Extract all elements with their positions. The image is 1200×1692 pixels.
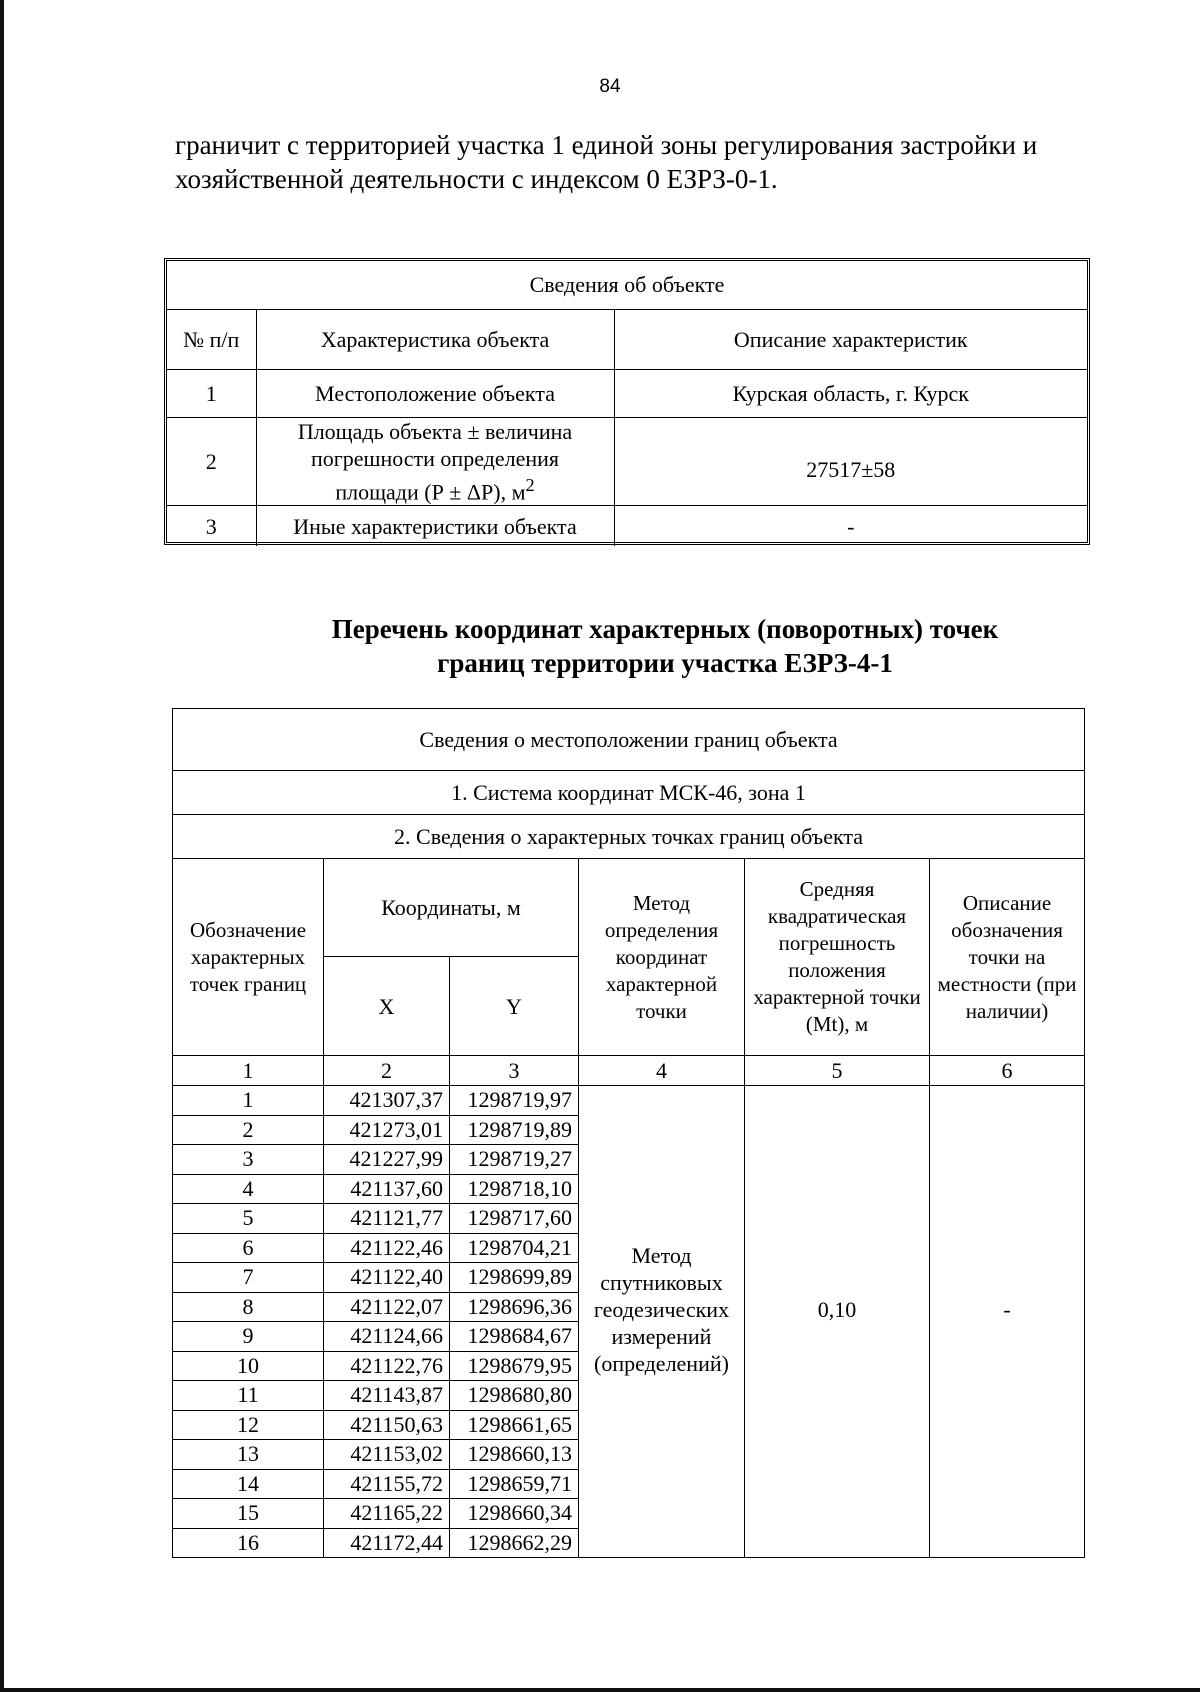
point-x: 421307,37 xyxy=(324,1086,450,1116)
row-characteristic: Иные характеристики объекта xyxy=(256,505,614,546)
description-cell: - xyxy=(930,1086,1085,1558)
object-header-number: № п/п xyxy=(167,309,256,369)
characteristic-line: Площадь объекта ± величина xyxy=(297,418,573,444)
point-id: 1 xyxy=(173,1086,324,1116)
point-x: 421165,22 xyxy=(324,1499,450,1529)
object-table-title: Сведения об объекте xyxy=(167,261,1087,309)
point-x: 421143,87 xyxy=(324,1381,450,1411)
point-x: 421121,77 xyxy=(324,1204,450,1234)
row-description: Курская область, г. Курск xyxy=(614,369,1087,417)
area-formula: площади (Р ± ΔР), м xyxy=(335,478,526,504)
table-row xyxy=(167,369,1087,417)
point-y: 1298679,95 xyxy=(450,1351,579,1381)
coordinate-system: 1. Система координат МСК-46, зона 1 xyxy=(173,771,1085,815)
point-x: 421273,01 xyxy=(324,1115,450,1145)
point-x: 421124,66 xyxy=(324,1322,450,1352)
column-number: 4 xyxy=(579,1056,745,1086)
point-id: 9 xyxy=(173,1322,324,1352)
point-id: 14 xyxy=(173,1469,324,1499)
column-numbers-row xyxy=(173,1056,1085,1086)
characteristic-line xyxy=(259,472,612,505)
column-number: 1 xyxy=(173,1056,324,1086)
scan-edge-left xyxy=(0,0,4,1692)
row-number: 1 xyxy=(167,369,256,417)
point-x: 421122,07 xyxy=(324,1292,450,1322)
row-characteristic xyxy=(256,417,614,505)
point-y: 1298662,29 xyxy=(450,1528,579,1558)
point-y: 1298719,89 xyxy=(450,1115,579,1145)
point-id: 12 xyxy=(173,1410,324,1440)
point-id: 2 xyxy=(173,1115,324,1145)
column-number: 6 xyxy=(930,1056,1085,1086)
point-y: 1298660,13 xyxy=(450,1440,579,1470)
point-y: 1298660,34 xyxy=(450,1499,579,1529)
point-y: 1298719,27 xyxy=(450,1145,579,1175)
section-title xyxy=(175,612,1155,680)
header-error: Средняя квадратическая погрешность положения характерной точки (Mt), м xyxy=(745,859,930,1056)
object-header-description: Описание характеристик xyxy=(614,309,1087,369)
header-y: Y xyxy=(450,957,579,1056)
object-info-table-frame xyxy=(164,258,1090,545)
point-y: 1298680,80 xyxy=(450,1381,579,1411)
point-y: 1298684,67 xyxy=(450,1322,579,1352)
point-y: 1298719,97 xyxy=(450,1086,579,1116)
point-x: 421155,72 xyxy=(324,1469,450,1499)
column-number: 5 xyxy=(745,1056,930,1086)
header-x: X xyxy=(324,957,450,1056)
section-title-line: Перечень координат характерных (поворотных) точек xyxy=(331,614,999,644)
point-y: 1298661,65 xyxy=(450,1410,579,1440)
point-x: 421122,40 xyxy=(324,1263,450,1293)
section-title-line: границ территории участка ЕЗРЗ-4-1 xyxy=(437,648,893,678)
object-info-table xyxy=(167,261,1087,546)
point-x: 421227,99 xyxy=(324,1145,450,1175)
point-id: 3 xyxy=(173,1145,324,1175)
header-coordinates: Координаты, м xyxy=(324,859,579,957)
point-id: 15 xyxy=(173,1499,324,1529)
point-y: 1298717,60 xyxy=(450,1204,579,1234)
point-id: 10 xyxy=(173,1351,324,1381)
row-characteristic: Местоположение объекта xyxy=(256,369,614,417)
point-y: 1298704,21 xyxy=(450,1233,579,1263)
header-description: Описание обозначения точки на местности (при наличии) xyxy=(930,859,1085,1056)
point-x: 421137,60 xyxy=(324,1174,450,1204)
coords-table-title: Сведения о местоположении границ объекта xyxy=(173,709,1085,771)
scan-edge-bottom xyxy=(0,1688,1200,1692)
area-unit-exponent: 2 xyxy=(525,474,535,495)
coordinates-table xyxy=(172,708,1085,1558)
point-x: 421153,02 xyxy=(324,1440,450,1470)
point-x: 421172,44 xyxy=(324,1528,450,1558)
point-y: 1298718,10 xyxy=(450,1174,579,1204)
point-id: 6 xyxy=(173,1233,324,1263)
intro-paragraph: граничит с территорией участка 1 единой зоны регулирования застройки и хозяйственной деятельности с индексом 0 ЕЗРЗ-0-1. xyxy=(175,130,1038,194)
point-id: 13 xyxy=(173,1440,324,1470)
table-row xyxy=(167,505,1087,546)
characteristic-line: погрешности определения xyxy=(310,445,560,471)
table-row xyxy=(173,1086,1085,1116)
point-id: 8 xyxy=(173,1292,324,1322)
points-body xyxy=(173,1086,1085,1558)
column-number: 3 xyxy=(450,1056,579,1086)
point-id: 16 xyxy=(173,1528,324,1558)
row-number: 2 xyxy=(167,417,256,505)
point-id: 11 xyxy=(173,1381,324,1411)
row-description: 27517±58 xyxy=(614,417,1087,505)
point-id: 4 xyxy=(173,1174,324,1204)
error-cell: 0,10 xyxy=(745,1086,930,1558)
table-row xyxy=(167,417,1087,505)
point-x: 421150,63 xyxy=(324,1410,450,1440)
header-method: Метод определения координат характерной точки xyxy=(579,859,745,1056)
points-title: 2. Сведения о характерных точках границ объекта xyxy=(173,815,1085,859)
point-y: 1298699,89 xyxy=(450,1263,579,1293)
row-number: 3 xyxy=(167,505,256,546)
point-id: 5 xyxy=(173,1204,324,1234)
column-number: 2 xyxy=(324,1056,450,1086)
point-y: 1298659,71 xyxy=(450,1469,579,1499)
object-header-characteristic: Характеристика объекта xyxy=(256,309,614,369)
page-number: 84 xyxy=(599,76,621,97)
point-y: 1298696,36 xyxy=(450,1292,579,1322)
point-id: 7 xyxy=(173,1263,324,1293)
method-cell: Метод спутниковых геодезических измерений (определений) xyxy=(579,1086,745,1558)
point-x: 421122,46 xyxy=(324,1233,450,1263)
row-description: - xyxy=(614,505,1087,546)
point-x: 421122,76 xyxy=(324,1351,450,1381)
header-designation: Обозначение характерных точек границ xyxy=(173,859,324,1056)
